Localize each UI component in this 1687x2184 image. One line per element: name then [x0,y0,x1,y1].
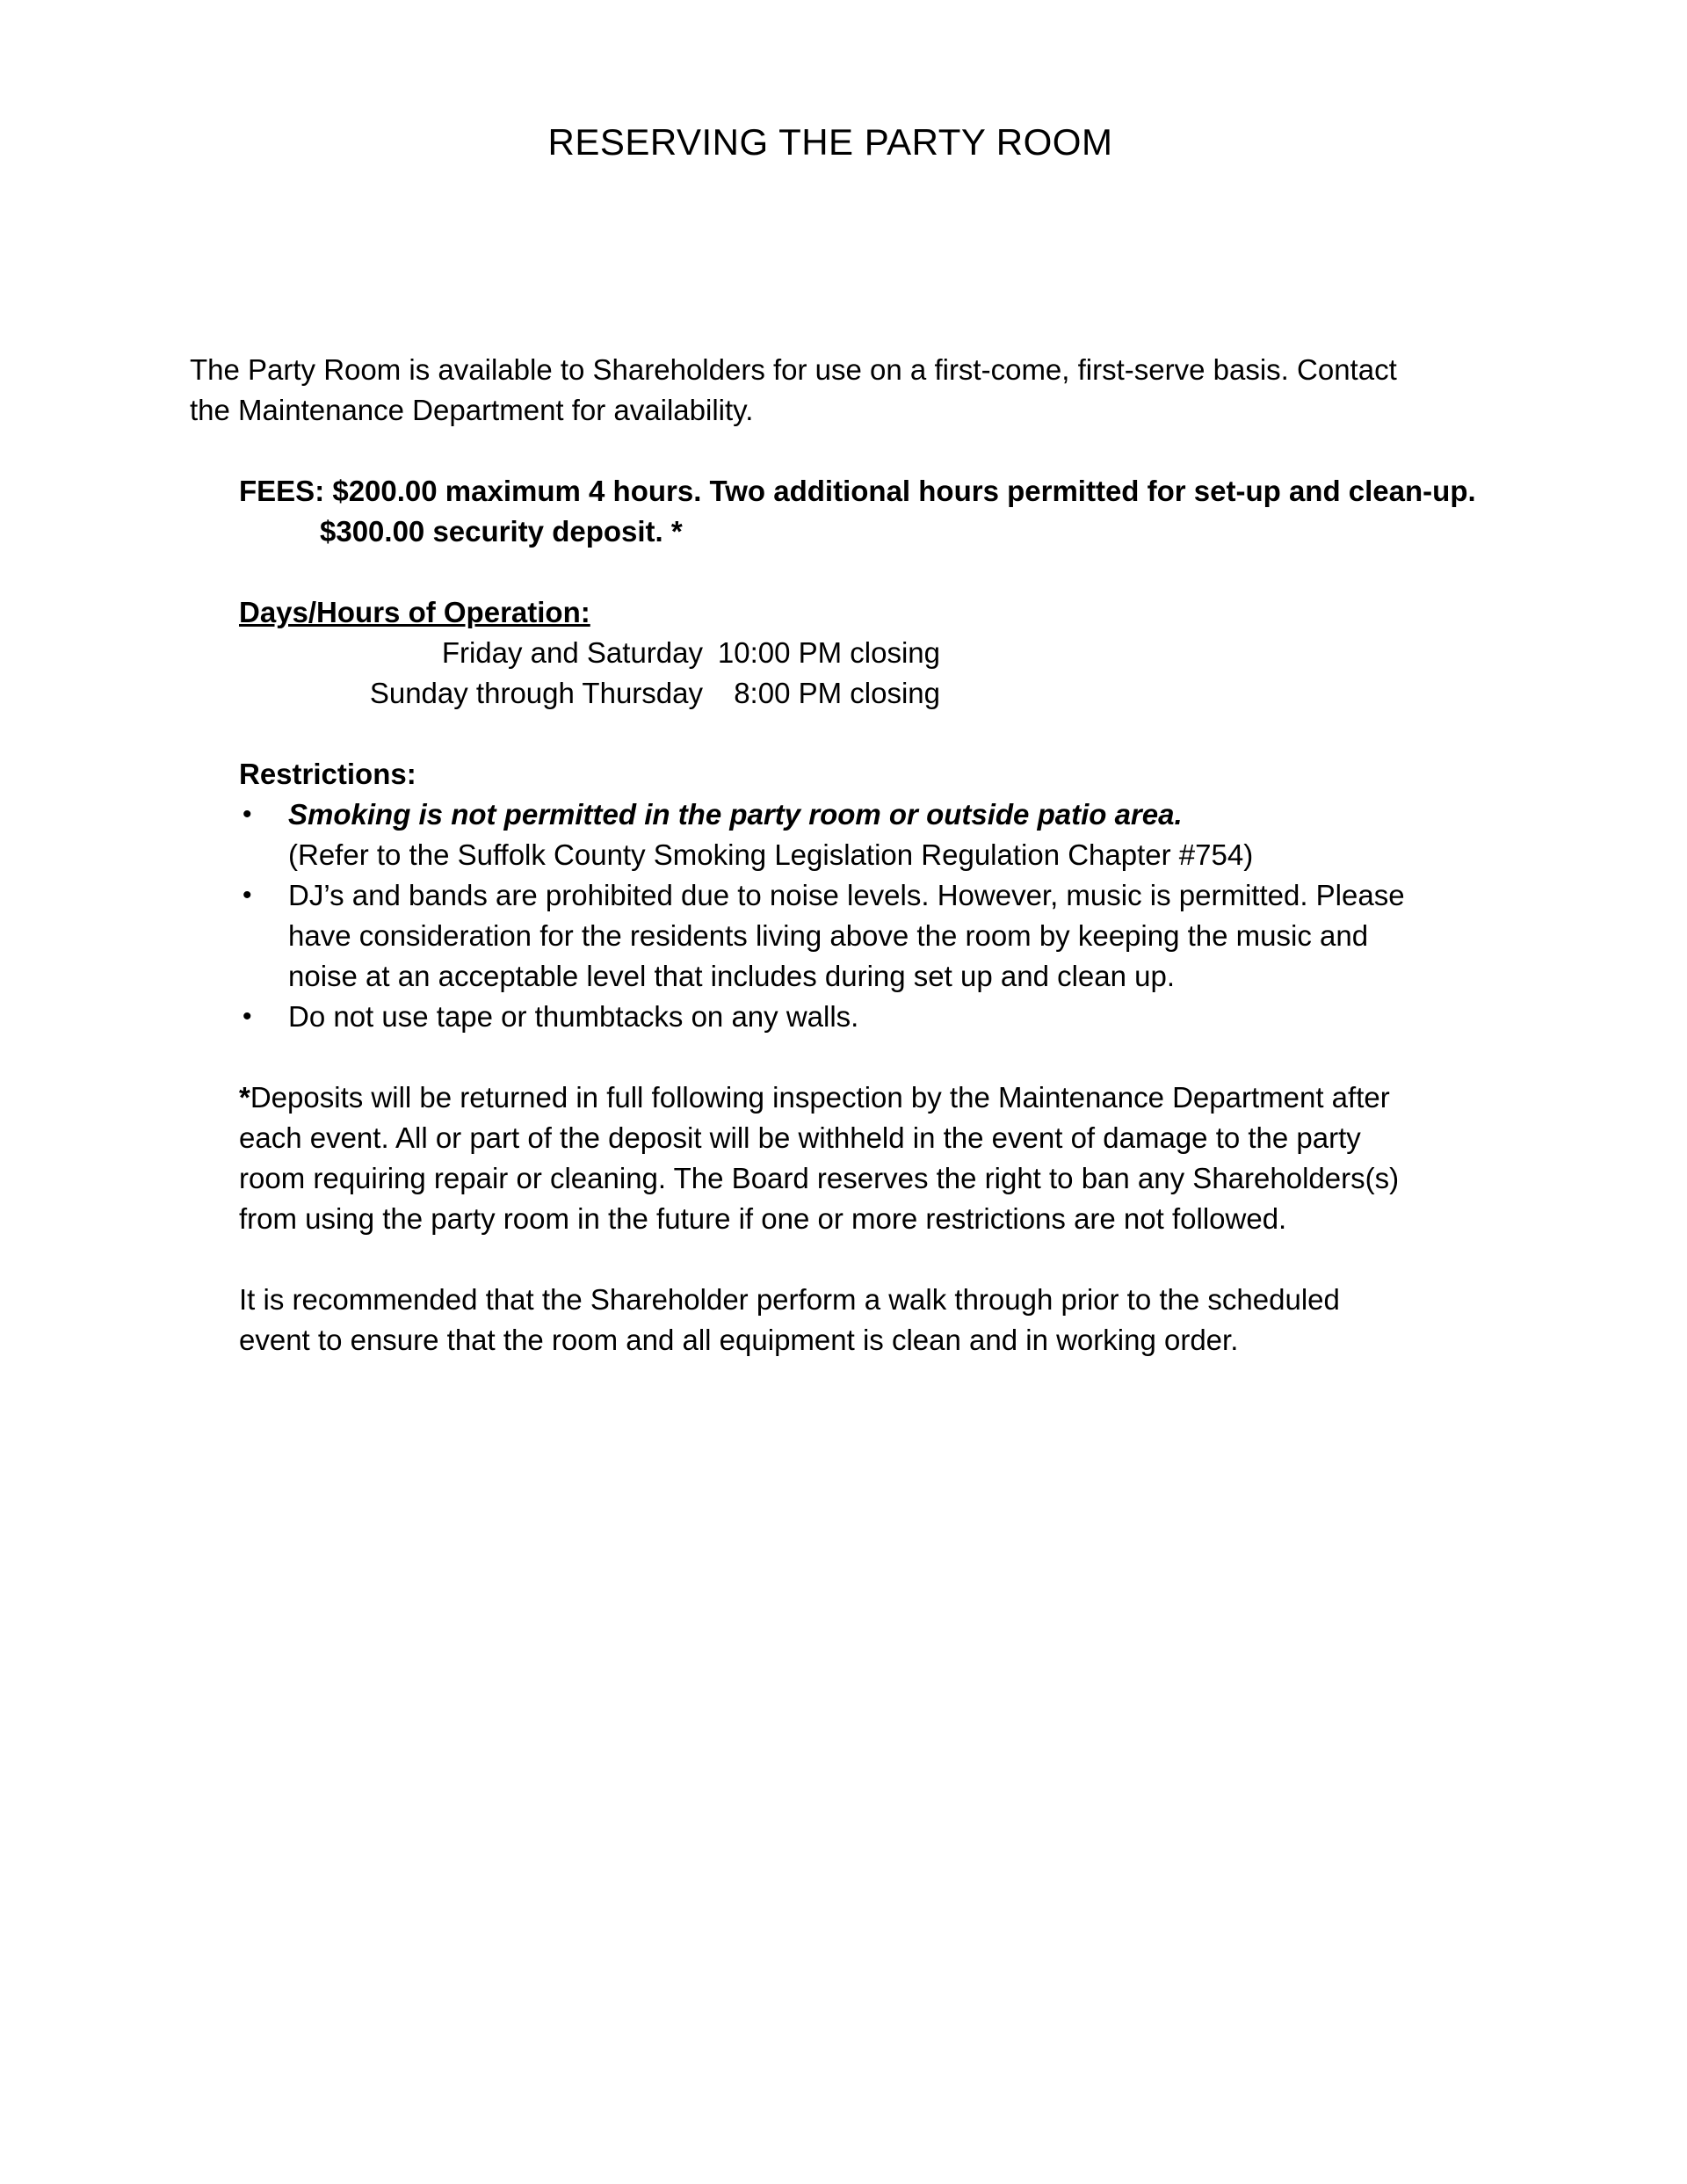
deposits-line-4: from using the party room in the future if one or more restrictions are not followed. [239,1202,1287,1235]
hours-row [239,673,1054,714]
page-title: RESERVING THE PARTY ROOM [547,121,1113,163]
deposits-line-2: each event. All or part of the deposit will be withheld in the event of damage to the party [239,1121,1361,1154]
fees-section [239,471,1487,552]
restrictions-list [239,795,1487,1037]
recommendation-paragraph [239,1280,1487,1360]
restrictions-section [239,754,1487,1037]
bullet-icon: • [243,1002,252,1031]
hours-day: Sunday through Thursday [369,677,703,709]
restriction-line: Do not use tape or thumbtacks on any walls. [288,1000,859,1033]
restriction-smoking: Smoking is not permitted in the party room or outside patio area. [288,798,1183,831]
hours-day: Friday and Saturday [441,636,703,669]
fees-line-1: FEES: $200.00 maximum 4 hours. Two additional hours permitted for set-up and clean-up. [239,475,1476,507]
hours-section [239,592,1487,714]
fees-line-2: $300.00 security deposit. * [320,515,683,548]
intro-line-2: the Maintenance Department for availability. [190,394,754,426]
restriction-line: noise at an acceptable level that includes during set up and clean up. [288,960,1176,992]
hours-time: 8:00 PM closing [734,677,940,709]
restriction-line: have consideration for the residents living above the room by keeping the music and [288,919,1369,952]
list-item [239,875,1487,997]
deposits-asterisk: * [239,1081,250,1114]
restriction-line: DJ’s and bands are prohibited due to noise levels. However, music is permitted. Please [288,879,1405,911]
deposits-line-1-text: Deposits will be returned in full following inspection by the Maintenance Department after [250,1081,1390,1114]
intro-paragraph [190,350,1473,431]
deposits-line-1 [239,1077,1487,1118]
restriction-smoking-reference: (Refer to the Suffolk County Smoking Legislation Regulation Chapter #754) [288,838,1254,871]
restrictions-heading: Restrictions: [239,758,416,790]
hours-row [239,633,1054,673]
intro-line-1: The Party Room is available to Shareholders for use on a first-come, first-serve basis. Contact [190,353,1397,386]
deposits-line-3: room requiring repair or cleaning. The Board reserves the right to ban any Shareholders(s) [239,1162,1400,1194]
bullet-icon: • [243,800,252,829]
list-item [239,795,1487,875]
hours-table [239,633,1054,714]
deposits-paragraph [239,1077,1487,1239]
list-item [239,997,1487,1037]
hours-time: 10:00 PM closing [717,636,940,669]
bullet-icon: • [243,881,252,910]
recommendation-line-2: event to ensure that the room and all equipment is clean and in working order. [239,1324,1239,1356]
recommendation-line-1: It is recommended that the Shareholder perform a walk through prior to the scheduled [239,1283,1340,1316]
hours-heading: Days/Hours of Operation: [239,596,590,628]
